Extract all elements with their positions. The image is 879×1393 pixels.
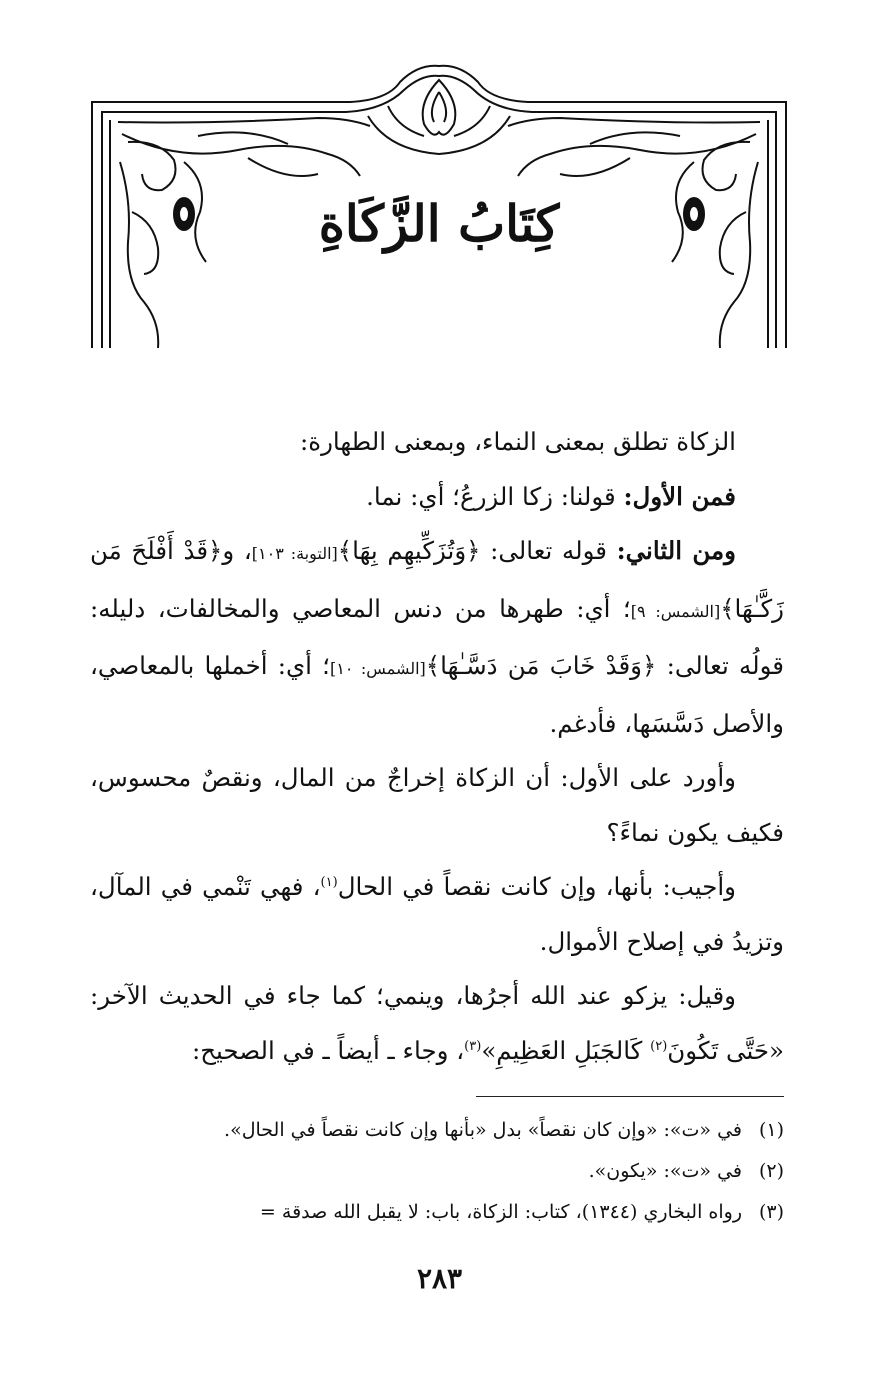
paragraph-4 (90, 751, 784, 860)
footnote-text: في «ت»: «يكون». (588, 1160, 742, 1182)
footnote-ref[interactable]: (٢) (650, 1038, 668, 1054)
footnote-number: (٣) (758, 1201, 784, 1223)
paragraph-text: ، وجاء ـ أيضاً ـ في الصحيح: (191, 1035, 465, 1065)
paragraph-text: الزكاة تطلق بمعنى النماء، وبمعنى الطهارة: (300, 427, 736, 456)
paragraph-text: قولنا: زكا الزرعُ؛ أي: نما. (366, 481, 624, 511)
quran-verse: ﴿وَتُزَكِّيهِم بِهَا﴾ (337, 536, 481, 565)
verse-citation: [الشمس: ٩] (630, 601, 721, 621)
footnotes (90, 1110, 784, 1233)
paragraph-3 (90, 524, 784, 751)
verse-citation: [الشمس: ١٠] (329, 659, 426, 678)
paragraph-lead: ومن الثاني: (616, 536, 736, 565)
chapter-title: كِتَابُ الزَّكَاةِ (318, 194, 560, 253)
footnote-item (90, 1151, 784, 1192)
footnote-number: (١) (758, 1119, 784, 1141)
paragraph-text: وأورد على الأول: أن الزكاة إخراجٌ من المال، ونقصٌ محسوس، فكيف يكون نماءً؟ (90, 763, 784, 847)
paragraph-text: كَالجَبَلِ العَظِيمِ» (481, 1035, 651, 1065)
footnote-text: في «ت»: «وإن كان نقصاً» بدل «بأنها وإن كانت نقصاً في الحال». (224, 1119, 742, 1141)
page-number: ٢٨٣ (416, 1262, 463, 1295)
paragraph-text: ، فهي تَنْمي في المآل، وتزيدُ في إصلاح الأموال. (90, 872, 784, 956)
footnote-item (90, 1110, 784, 1151)
footnote-ref[interactable]: (٣) (464, 1038, 482, 1054)
footnote-divider (476, 1096, 784, 1097)
main-text (90, 415, 784, 1078)
paragraph-text: وأجيب: بأنها، وإن كانت نقصاً في الحال (337, 872, 736, 901)
paragraph-text: وقيل: يزكو عند الله أجرُها، وينمي؛ كما جاء في الحديث الآخر: «حَتَّى تَكُونَ (90, 981, 784, 1065)
paragraph-2 (90, 470, 784, 525)
footnote-item (90, 1192, 784, 1233)
paragraph-5 (90, 860, 784, 969)
footnote-ref[interactable]: (١) (320, 874, 338, 890)
paragraph-text: ، و (222, 536, 252, 565)
quran-verse: ﴿قَدْ أَفْلَحَ مَن زَكَّـٰهَا﴾ (90, 536, 784, 623)
footnote-text: رواه البخاري (١٣٤٤)، كتاب: الزكاة، باب: لا يقبل الله صدقة = (259, 1201, 742, 1223)
verse-citation: [التوبة: ١٠٣] (251, 544, 338, 563)
paragraph-text: قوله تعالى: (480, 536, 617, 565)
paragraph-1 (90, 415, 784, 470)
paragraph-text: ؛ أي: أخملها بالمعاصي، والأصل دَسَّسَها، فأدغم. (90, 651, 784, 738)
paragraph-text: ؛ أي: طهرها من دنس المعاصي والمخالفات، دليله: قولُه تعالى: (90, 593, 784, 680)
paragraph-lead: فمن الأول: (623, 481, 736, 511)
footnote-number: (٢) (758, 1160, 784, 1182)
paragraph-6 (90, 969, 784, 1078)
quran-verse: ﴿وَقَدْ خَابَ مَن دَسَّـٰهَا﴾ (425, 651, 657, 680)
